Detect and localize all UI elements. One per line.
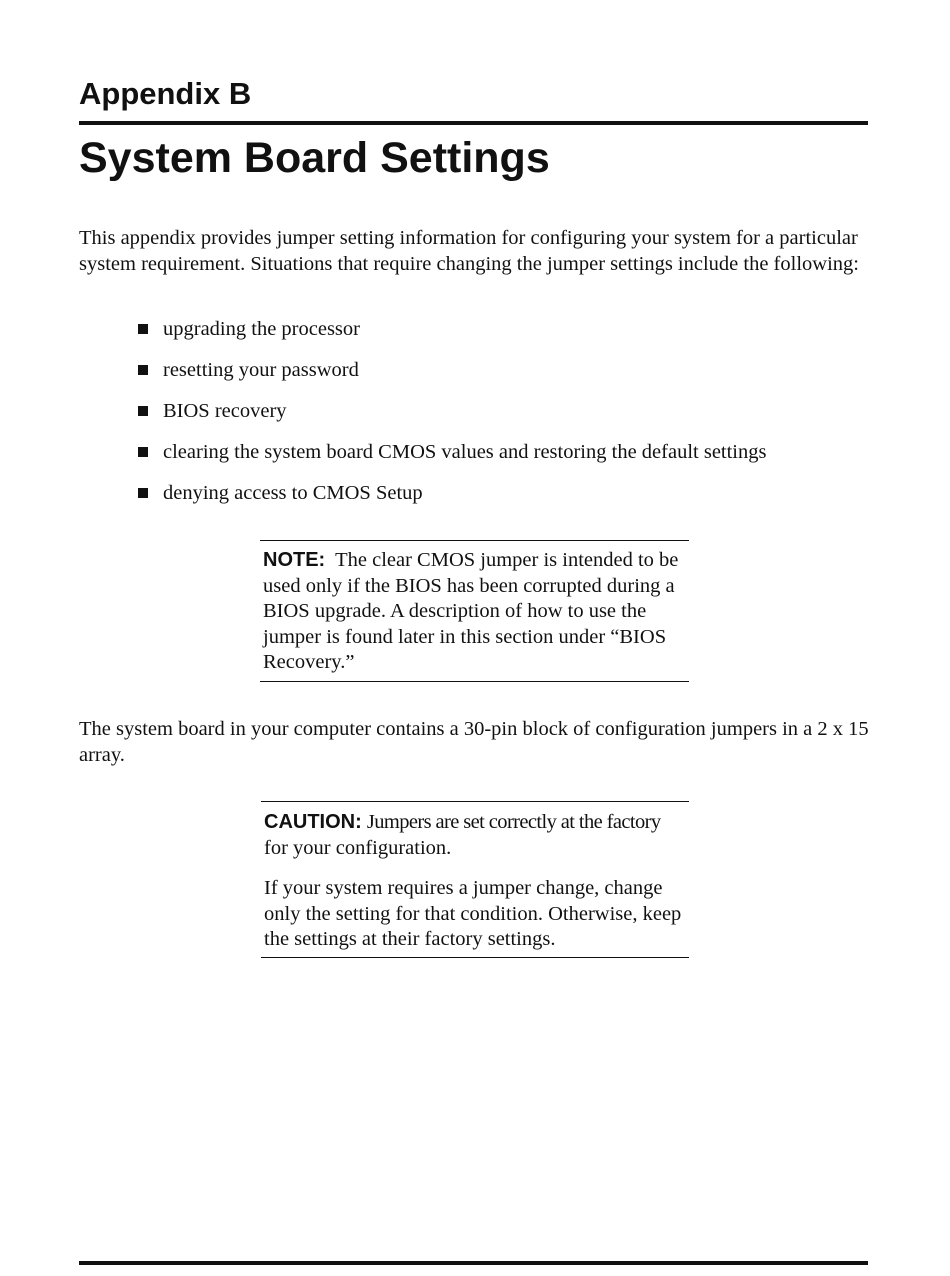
caution-text: Jumpers are set correctly at the factory bbox=[366, 811, 661, 833]
situation-list bbox=[137, 317, 766, 522]
appendix-label: Appendix B bbox=[79, 76, 252, 111]
caution-box bbox=[261, 801, 689, 958]
list-item-text: clearing the system board CMOS values and restoring the default settings bbox=[163, 441, 767, 463]
header-rule bbox=[79, 121, 868, 125]
bullet-square-icon bbox=[138, 406, 148, 416]
note-label: NOTE: bbox=[263, 549, 326, 571]
footer-rule bbox=[79, 1261, 868, 1265]
note-paragraph bbox=[263, 548, 687, 676]
bullet-square-icon bbox=[138, 365, 148, 375]
list-item bbox=[137, 440, 766, 481]
list-item bbox=[137, 481, 766, 522]
bullet-square-icon bbox=[138, 324, 148, 334]
page-title: System Board Settings bbox=[79, 134, 550, 182]
bullet-square-icon bbox=[138, 447, 148, 457]
bullet-square-icon bbox=[138, 488, 148, 498]
list-item bbox=[137, 399, 766, 440]
list-item-text: upgrading the processor bbox=[163, 318, 360, 340]
list-item bbox=[137, 358, 766, 399]
list-item-text: denying access to CMOS Setup bbox=[163, 482, 423, 504]
list-item-text: resetting your password bbox=[163, 359, 359, 381]
caution-paragraph bbox=[264, 810, 687, 861]
caution-paragraph-2: If your system requires a jumper change, change only the setting for that condition. Otherwise, keep the settings at their factory settings. bbox=[264, 877, 682, 950]
caution-text-continued: for your configuration. bbox=[264, 836, 452, 859]
body-paragraph: The system board in your computer contains a 30-pin block of configuration jumpers in a 2 x 15 array. bbox=[79, 718, 869, 766]
note-text: The clear CMOS jumper is intended to be used only if the BIOS has been corrupted during a BIOS upgrade. A description of how to use the jumper is found later in this section under “BIOS Recovery.” bbox=[263, 549, 679, 673]
list-item bbox=[137, 317, 766, 358]
caution-label: CAUTION: bbox=[264, 811, 362, 833]
note-box bbox=[260, 540, 689, 682]
list-item-text: BIOS recovery bbox=[163, 400, 287, 422]
intro-paragraph: This appendix provides jumper setting information for configuring your system for a particular system requirement. Situations that require changing the jumper settings include the following: bbox=[79, 227, 859, 275]
